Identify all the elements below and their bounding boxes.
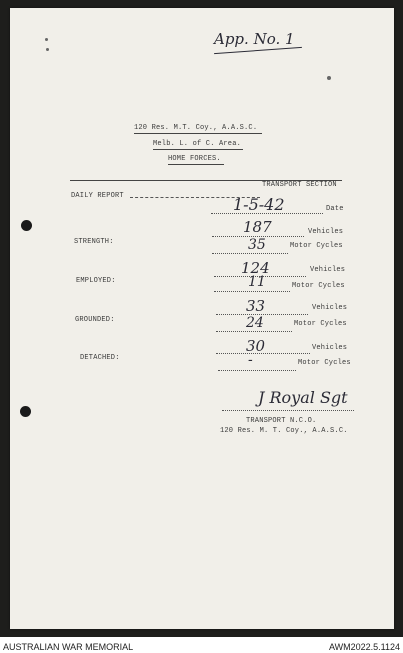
footer-accession-number: AWM2022.5.1124 [328,642,400,652]
signature-dots [222,410,354,411]
grounded-motor-cycles-dots [216,331,292,332]
heading-underline [153,149,243,150]
footer-institution: AUSTRALIAN WAR MEMORIAL [3,642,134,652]
date-value: 1-5-42 [233,195,285,214]
strength-vehicles-label: Vehicles [308,228,344,236]
forces-heading: HOME FORCES. [168,155,221,163]
date-label: Date [326,205,344,213]
employed-vehicles-label: Vehicles [310,266,346,274]
detached-motor-cycles-value: - [248,352,253,368]
document-page [10,8,394,629]
strength-motor-cycles-label: Motor Cycles [290,242,343,250]
heading-underline [134,133,262,134]
grounded-motor-cycles-value: 24 [246,315,264,331]
signatory-unit: 120 Res. M. T. Coy., A.A.S.C. [220,427,348,435]
appendix-reference: App. No. 1 [214,30,295,48]
detached-motor-cycles-dots [218,370,296,371]
section-title: TRANSPORT SECTION [262,181,337,189]
heading-underline [168,164,224,165]
strength-motor-cycles-value: 35 [248,237,266,253]
punch-hole [21,220,32,231]
grounded-motor-cycles-label: Motor Cycles [294,320,347,328]
strength-motor-cycles-dots [212,253,288,254]
unit-heading: 120 Res. M.T. Coy., A.A.S.C. [134,124,258,132]
staple-mark [327,76,331,80]
date-dots [211,213,323,214]
area-heading: Melb. L. of C. Area. [153,140,242,148]
category-strength: STRENGTH: [74,238,114,246]
detached-vehicles-value: 30 [246,337,266,355]
staple-mark [46,48,49,51]
report-title: DAILY REPORT [71,192,124,200]
employed-vehicles-value: 124 [241,259,270,277]
signatory-title: TRANSPORT N.C.O. [246,417,317,425]
signature: J Royal Sgt [258,388,348,407]
employed-motor-cycles-dots [214,291,290,292]
grounded-vehicles-label: Vehicles [312,304,348,312]
detached-vehicles-dots [216,353,310,354]
detached-vehicles-label: Vehicles [312,344,348,352]
category-detached: DETACHED: [80,354,120,362]
detached-motor-cycles-label: Motor Cycles [298,359,351,367]
employed-motor-cycles-value: 11 [248,274,266,290]
category-employed: EMPLOYED: [76,277,116,285]
punch-hole [20,406,31,417]
strength-vehicles-value: 187 [243,218,272,236]
grounded-vehicles-value: 33 [246,297,266,315]
staple-mark [45,38,48,41]
category-grounded: GROUNDED: [75,316,115,324]
employed-motor-cycles-label: Motor Cycles [292,282,345,290]
